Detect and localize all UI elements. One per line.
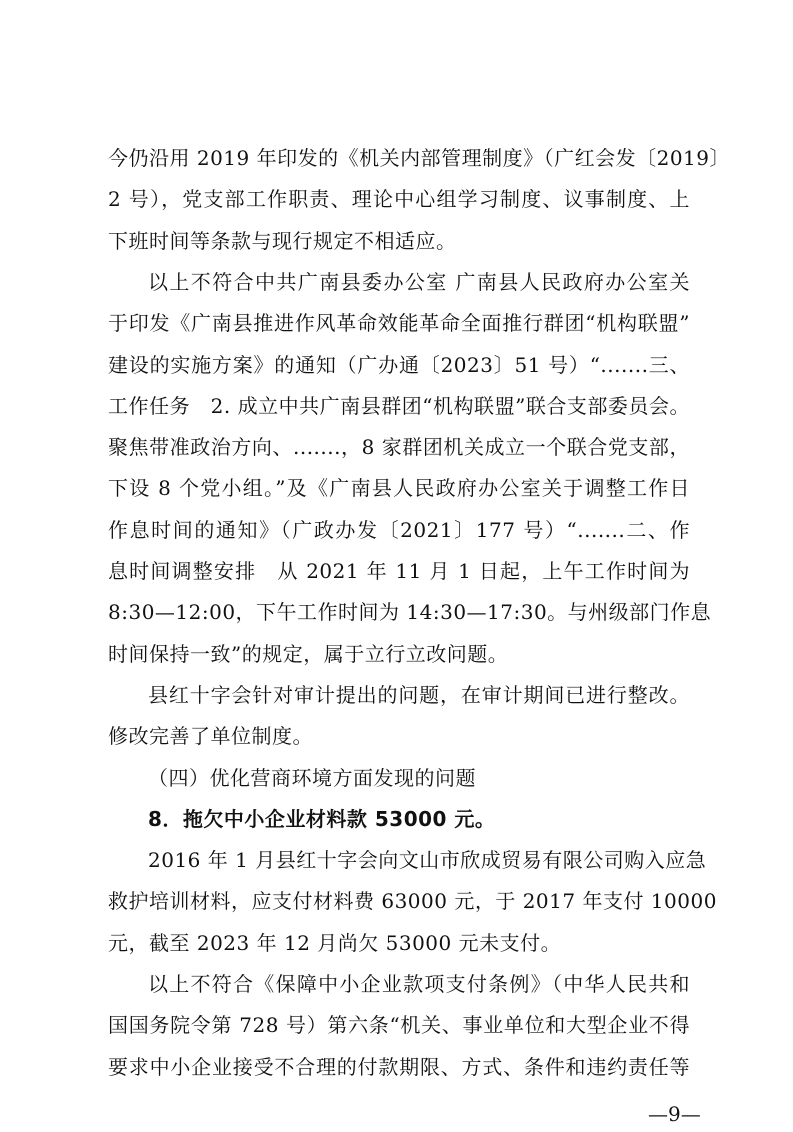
body-line: 8:30—12:00，下午工作时间为 14:30—17:30。与州级部门作息 [108,600,712,625]
body-line: 作息时间的通知》（广政办发〔2021〕177 号）“.......二、作 [108,517,690,542]
body-line: 下设 8 个党小组。”及《广南县人民政府办公室关于调整工作日 [108,476,690,501]
body-line: 于印发《广南县推进作风革命效能革命全面推行群团“机构联盟” [108,311,690,336]
body-line: 今仍沿用 2019 年印发的《机关内部管理制度》（广红会发〔2019〕 [108,146,731,170]
body-line: 救护培训材料，应支付材料费 63000 元，于 2017 年支付 10000 [108,889,717,914]
body-line: 下班时间等条款与现行规定不相适应。 [108,228,457,253]
section-heading: （四）优化营商环境方面发现的问题 [148,765,476,790]
body-line: 县红十字会针对审计提出的问题，在审计期间已进行整改。 [148,682,690,707]
body-line: 修改完善了单位制度。 [108,724,313,749]
body-line: 以上不符合中共广南县委办公室 广南县人民政府办公室关 [148,269,690,294]
body-line: 工作任务 2. 成立中共广南县群团“机构联盟”联合支部委员会。 [108,393,690,418]
body-line: 2 号），党支部工作职责、理论中心组学习制度、议事制度、上 [108,187,690,212]
body-line: 2016 年 1 月县红十字会向文山市欣成贸易有限公司购入应急 [148,848,707,873]
body-line: 建设的实施方案》的通知（广办通〔2023〕51 号）“.......三、 [108,352,690,377]
page-number: —9— [648,1101,701,1126]
body-line: 时间保持一致”的规定，属于立行立改问题。 [108,641,509,666]
body-line: 以上不符合《保障中小企业款项支付条例》（中华人民共和 [148,972,690,996]
body-line: 聚焦带准政治方向、.......，8 家群团机关成立一个联合党支部， [108,435,690,460]
body-line: 国国务院令第 728 号）第六条“机关、事业单位和大型企业不得 [108,1013,690,1038]
body-line: 元，截至 2023 年 12 月尚欠 53000 元未支付。 [108,930,562,955]
item-heading: 8．拖欠中小企业材料款 53000 元。 [148,806,496,831]
body-line: 要求中小企业接受不合理的付款期限、方式、条件和违约责任等 [108,1054,690,1079]
body-line: 息时间调整安排 从 2021 年 11 月 1 日起，上午工作时间为 [108,559,690,583]
